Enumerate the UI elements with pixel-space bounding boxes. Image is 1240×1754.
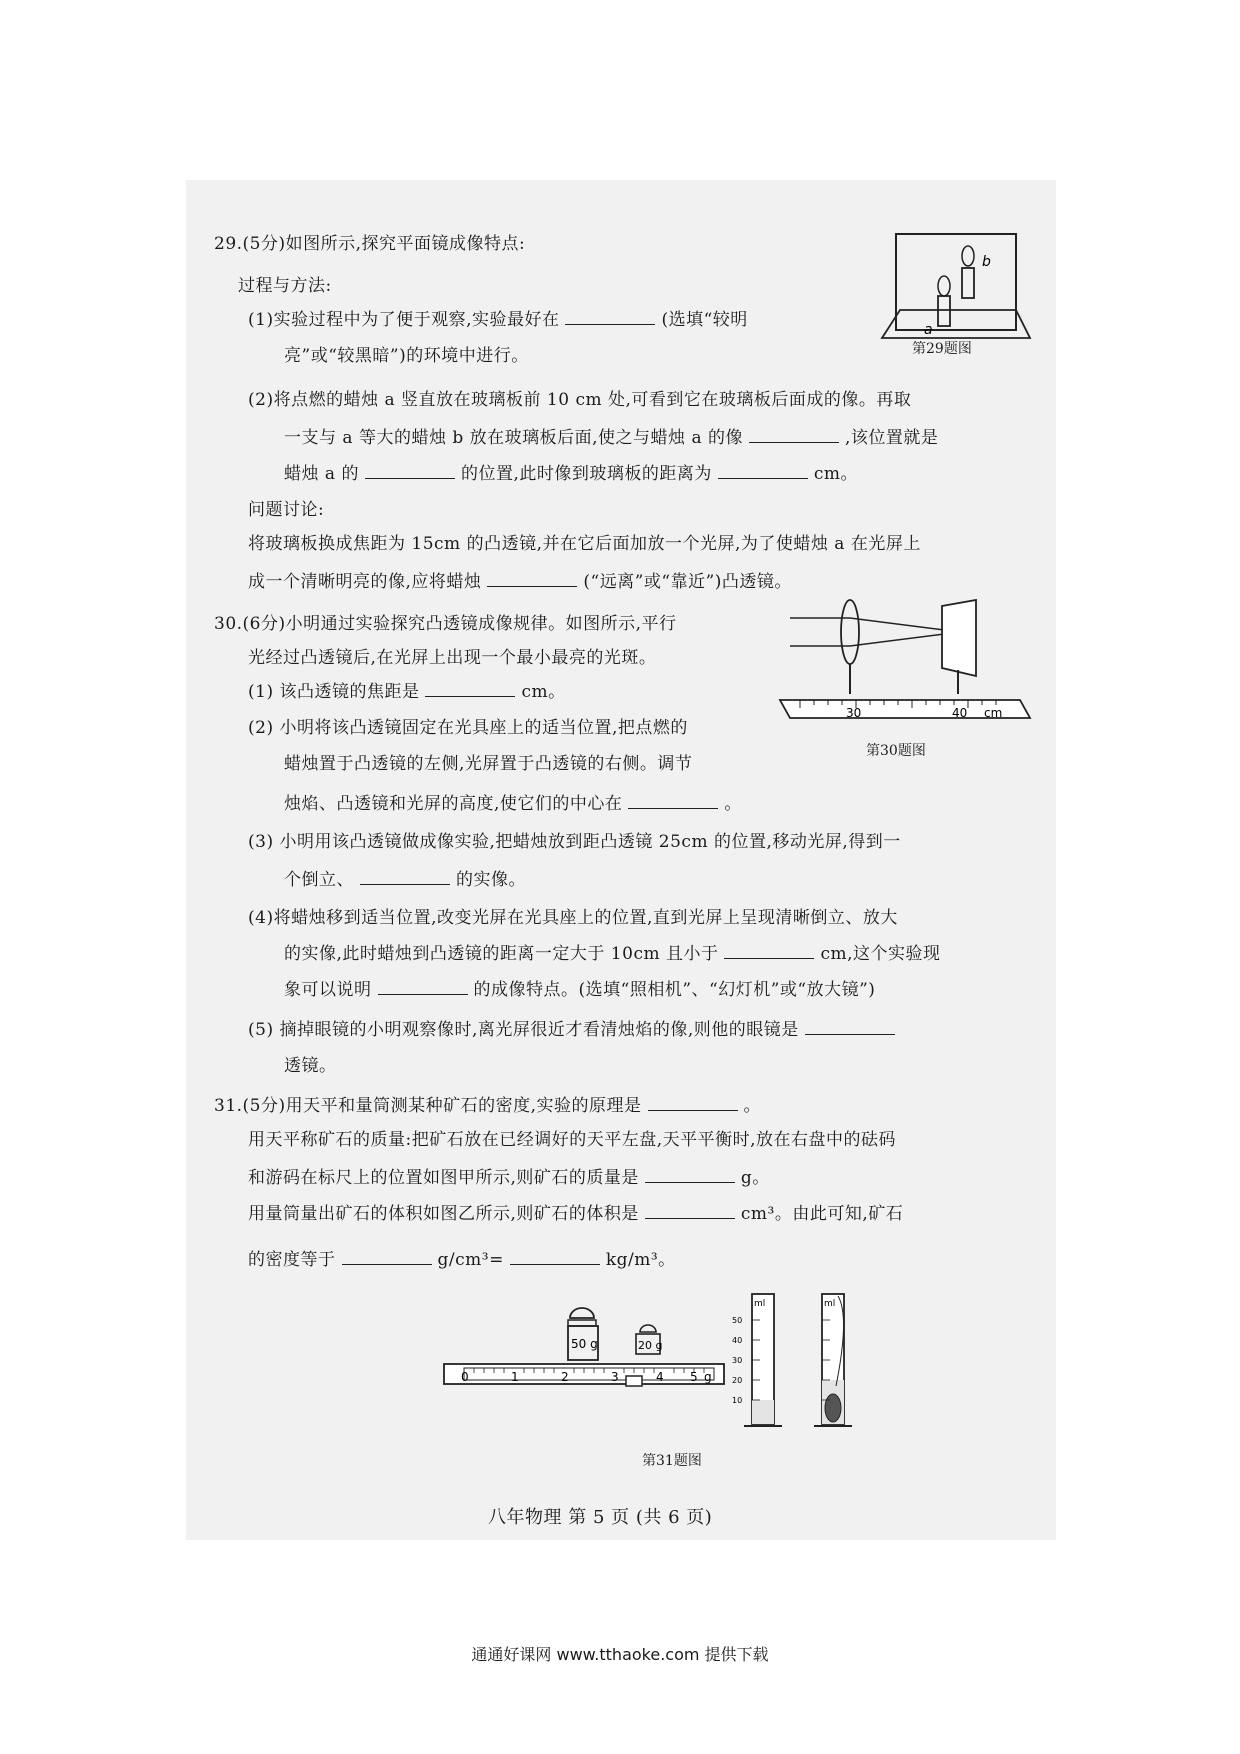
cyl1-tick-20: 20 xyxy=(732,1376,743,1385)
q29-part2-line3: 蜡烛 a 的 的位置,此时像到玻璃板的距离为 cm。 xyxy=(284,460,858,486)
q30-part4-line1: (4)将蜡烛移到适当位置,改变光屏在光具座上的位置,直到光屏上呈现清晰倒立、放大 xyxy=(248,908,898,928)
bench-label-30: 30 xyxy=(846,706,862,720)
q29-discuss-title: 问题讨论: xyxy=(248,500,325,520)
q29-part2-line2: 一支与 a 等大的蜡烛 b 放在玻璃板后面,使之与蜡烛 a 的像 ,该位置就是 xyxy=(284,424,938,450)
q31-cylinder-figure xyxy=(732,1288,878,1438)
q31-blank-1[interactable] xyxy=(648,1092,738,1111)
q29-caption: 第29题图 xyxy=(912,341,972,357)
q30-part5-line1: (5) 摘掉眼镜的小明观察像时,离光屏很近才看清烛焰的像,则他的眼镜是 xyxy=(248,1016,901,1042)
q29-blank-5[interactable] xyxy=(487,568,577,587)
q29-blank-4[interactable] xyxy=(718,460,808,479)
q29-part2-line1: (2)将点燃的蜡烛 a 竖直放在玻璃板前 10 cm 处,可看到它在玻璃板后面成的像。再取 xyxy=(248,390,912,410)
q30-part3-line2: 个倒立、 的实像。 xyxy=(284,866,526,892)
weight-50-label: 50 g xyxy=(571,1337,598,1351)
weight-50-handle xyxy=(570,1308,594,1318)
q30-blank-2[interactable] xyxy=(628,790,718,809)
q29-heading: 29.(5分)如图所示,探究平面镜成像特点: xyxy=(214,234,526,254)
rider xyxy=(626,1376,642,1386)
ore-sample xyxy=(825,1394,841,1422)
q29-discuss-line2: 成一个清晰明亮的像,应将蜡烛 (“远离”或“靠近”)凸透镜。 xyxy=(248,568,792,594)
cylinder-empty xyxy=(732,1294,782,1426)
scale-label-2: 2 xyxy=(561,1370,569,1384)
q31-blank-3[interactable] xyxy=(645,1200,735,1219)
cyl1-tick-40: 40 xyxy=(732,1336,743,1345)
cyl1-unit: ml xyxy=(754,1299,766,1309)
cyl1-tick-30: 30 xyxy=(732,1356,743,1365)
flame-a xyxy=(938,276,950,296)
q31-heading: 31.(5分)用天平和量筒测某种矿石的密度,实验的原理是 。 xyxy=(214,1092,761,1118)
q29-discuss-line1: 将玻璃板换成焦距为 15cm 的凸透镜,并在它后面加放一个光屏,为了使蜡烛 a 在光屏上 xyxy=(248,534,921,554)
q29-part1-line2: 亮”或“较黑暗”)的环境中进行。 xyxy=(284,346,529,366)
q31-caption: 第31题图 xyxy=(642,1453,702,1469)
candle-a xyxy=(938,296,950,326)
scale-label-1: 1 xyxy=(511,1370,519,1384)
bench-label-cm: cm xyxy=(984,706,1003,720)
label-a: a xyxy=(924,322,933,338)
scale-unit: g xyxy=(704,1370,712,1384)
q29-blank-1[interactable] xyxy=(565,306,655,325)
q30-part2-line1: (2) 小明将该凸透镜固定在光具座上的适当位置,把点燃的 xyxy=(248,718,688,738)
table-surface xyxy=(882,310,1030,338)
q30-figure xyxy=(780,598,1030,738)
source-footer: 通通好课网 www.tthaoke.com 提供下载 xyxy=(471,1645,769,1664)
cyl1-tick-50: 50 xyxy=(732,1316,743,1325)
q30-part4-line2: 的实像,此时蜡烛到凸透镜的距离一定大于 10cm 且小于 cm,这个实验现 xyxy=(284,940,941,966)
weight-20-handle xyxy=(640,1325,656,1332)
scale-label-3: 3 xyxy=(611,1370,619,1384)
convex-lens xyxy=(841,600,859,664)
q30-blank-1[interactable] xyxy=(425,678,515,697)
q30-blank-4[interactable] xyxy=(724,940,814,959)
q30-blank-5[interactable] xyxy=(378,976,468,995)
q29-process-title: 过程与方法: xyxy=(238,276,332,296)
q31-blank-4[interactable] xyxy=(342,1246,432,1265)
q31-balance-figure xyxy=(440,1290,743,1410)
q31-blank-2[interactable] xyxy=(645,1164,735,1183)
glass-plate xyxy=(896,234,1016,330)
scale-label-0: 0 xyxy=(461,1370,469,1384)
q29-blank-3[interactable] xyxy=(365,460,455,479)
q29-blank-2[interactable] xyxy=(749,424,839,443)
weight-20-label: 20 g xyxy=(638,1339,663,1352)
cyl1-tick-10: 10 xyxy=(732,1396,743,1405)
q30-part5-line2: 透镜。 xyxy=(284,1056,337,1076)
label-b: b xyxy=(982,254,991,270)
light-screen xyxy=(942,600,976,676)
q30-heading-line1: 30.(6分)小明通过实验探究凸透镜成像规律。如图所示,平行 xyxy=(214,614,677,634)
q31-line3: 用量筒量出矿石的体积如图乙所示,则矿石的体积是 cm³。由此可知,矿石 xyxy=(248,1200,903,1226)
q30-part4-line3: 象可以说明 的成像特点。(选填“照相机”、“幻灯机”或“放大镜”) xyxy=(284,976,875,1002)
q31-line2: 和游码在标尺上的位置如图甲所示,则矿石的质量是 g。 xyxy=(248,1164,770,1190)
q30-caption: 第30题图 xyxy=(866,743,926,759)
q30-part1: (1) 该凸透镜的焦距是 cm。 xyxy=(248,678,566,704)
q30-blank-6[interactable] xyxy=(805,1016,895,1035)
q29-part1-line1: (1)实验过程中为了便于观察,实验最好在 (选填“较明 xyxy=(248,306,748,332)
water-level-empty xyxy=(752,1400,774,1424)
cylinder-with-ore xyxy=(814,1294,852,1426)
q31-line1: 用天平称矿石的质量:把矿石放在已经调好的天平左盘,天平平衡时,放在右盘中的砝码 xyxy=(248,1130,897,1150)
page-number-footer: 八年物理 第 5 页 (共 6 页) xyxy=(488,1507,713,1528)
q30-part2-line3: 烛焰、凸透镜和光屏的高度,使它们的中心在 。 xyxy=(284,790,742,816)
scale-label-5: 5 xyxy=(690,1370,698,1384)
scale-label-4: 4 xyxy=(656,1370,664,1384)
q30-blank-3[interactable] xyxy=(360,866,450,885)
candle-b xyxy=(962,268,974,298)
bench-label-40: 40 xyxy=(952,706,968,720)
q31-line4: 的密度等于 g/cm³= kg/m³。 xyxy=(248,1246,676,1272)
cyl2-unit: ml xyxy=(824,1299,836,1309)
q31-blank-5[interactable] xyxy=(510,1246,600,1265)
q30-heading-line2: 光经过凸透镜后,在光屏上出现一个最小最亮的光斑。 xyxy=(248,648,657,668)
beam-scale xyxy=(444,1364,724,1384)
flame-image xyxy=(962,246,974,266)
q30-part3-line1: (3) 小明用该凸透镜做成像实验,把蜡烛放到距凸透镜 25cm 的位置,移动光屏,得到一 xyxy=(248,832,901,852)
q30-part2-line2: 蜡烛置于凸透镜的左侧,光屏置于凸透镜的右侧。调节 xyxy=(284,754,693,774)
